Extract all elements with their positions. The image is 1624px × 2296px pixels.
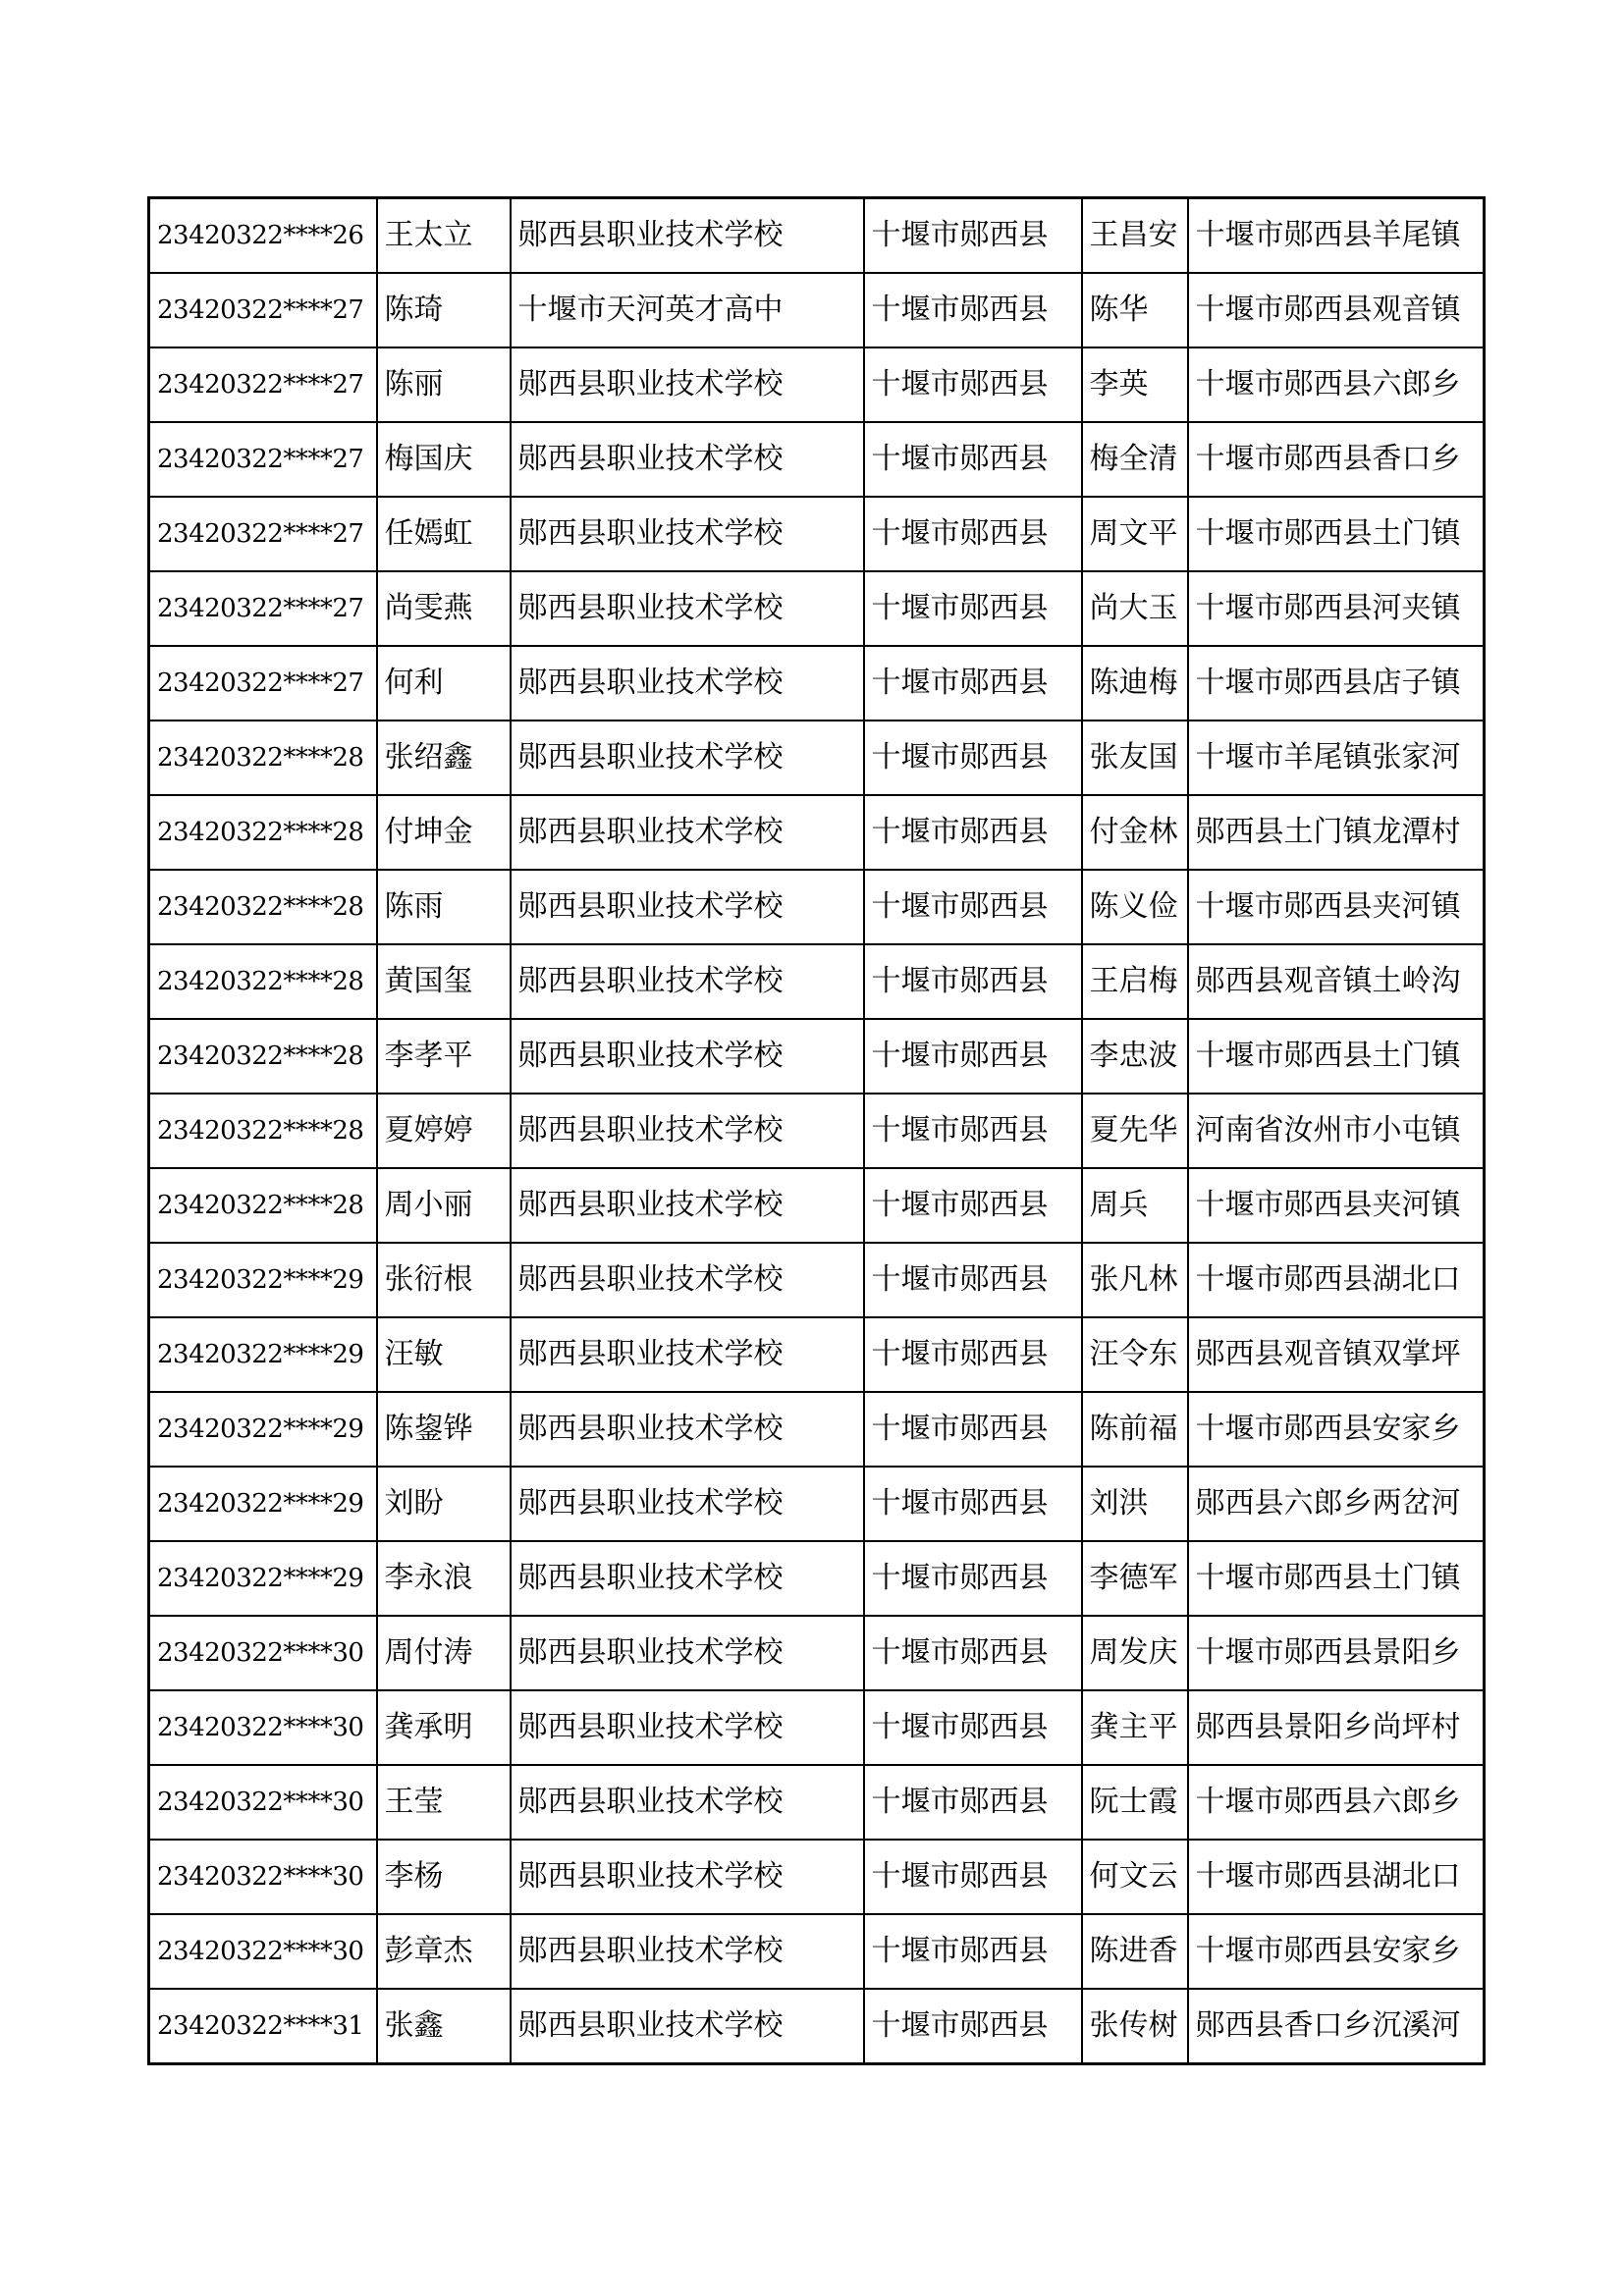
student-name-cell: 李孝平 (377, 1019, 511, 1094)
table-row (149, 1317, 1485, 1392)
school-location-cell: 十堰市郧西县 (864, 1168, 1082, 1243)
table-row (149, 721, 1485, 795)
student-name-cell: 王太立 (377, 198, 511, 274)
guardian-name-cell: 刘洪 (1082, 1467, 1188, 1541)
guardian-name-cell: 何文云 (1082, 1840, 1188, 1914)
table-row (149, 1541, 1485, 1616)
student-id-cell: 23420322****28 (149, 721, 377, 795)
table-row (149, 870, 1485, 944)
student-name-cell: 梅国庆 (377, 422, 511, 497)
student-id-cell: 23420322****28 (149, 944, 377, 1019)
student-name-cell: 尚雯燕 (377, 571, 511, 646)
guardian-name-cell: 尚大玉 (1082, 571, 1188, 646)
table-row (149, 944, 1485, 1019)
student-id-cell: 23420322****28 (149, 1094, 377, 1168)
school-location-cell: 十堰市郧西县 (864, 1914, 1082, 1989)
school-cell: 郧西县职业技术学校 (511, 944, 864, 1019)
school-location-cell: 十堰市郧西县 (864, 944, 1082, 1019)
student-name-cell: 付坤金 (377, 795, 511, 870)
school-cell: 郧西县职业技术学校 (511, 721, 864, 795)
home-address-cell: 河南省汝州市小屯镇 (1188, 1094, 1485, 1168)
student-id-cell: 23420322****29 (149, 1541, 377, 1616)
student-name-cell: 陈琦 (377, 273, 511, 347)
school-location-cell: 十堰市郧西县 (864, 347, 1082, 422)
table-row (149, 1168, 1485, 1243)
student-name-cell: 彭章杰 (377, 1914, 511, 1989)
table-row (149, 422, 1485, 497)
table-row (149, 1690, 1485, 1765)
student-id-cell: 23420322****27 (149, 646, 377, 721)
guardian-name-cell: 王启梅 (1082, 944, 1188, 1019)
home-address-cell: 郧西县香口乡沉溪河 (1188, 1989, 1485, 2064)
guardian-name-cell: 陈华 (1082, 273, 1188, 347)
table-row (149, 1392, 1485, 1467)
school-cell: 郧西县职业技术学校 (511, 1840, 864, 1914)
table-row (149, 571, 1485, 646)
home-address-cell: 十堰市郧西县六郎乡 (1188, 1765, 1485, 1840)
student-id-cell: 23420322****30 (149, 1914, 377, 1989)
school-location-cell: 十堰市郧西县 (864, 721, 1082, 795)
school-location-cell: 十堰市郧西县 (864, 1019, 1082, 1094)
home-address-cell: 十堰市郧西县湖北口 (1188, 1243, 1485, 1317)
student-name-cell: 张衍根 (377, 1243, 511, 1317)
school-location-cell: 十堰市郧西县 (864, 571, 1082, 646)
guardian-name-cell: 梅全清 (1082, 422, 1188, 497)
guardian-name-cell: 阮士霞 (1082, 1765, 1188, 1840)
school-location-cell: 十堰市郧西县 (864, 1616, 1082, 1690)
home-address-cell: 郧西县景阳乡尚坪村 (1188, 1690, 1485, 1765)
student-id-cell: 23420322****31 (149, 1989, 377, 2064)
student-name-cell: 周小丽 (377, 1168, 511, 1243)
student-id-cell: 23420322****28 (149, 1019, 377, 1094)
table-row (149, 347, 1485, 422)
table-row (149, 1019, 1485, 1094)
student-name-cell: 刘盼 (377, 1467, 511, 1541)
table-row (149, 1467, 1485, 1541)
student-name-cell: 陈雨 (377, 870, 511, 944)
roster-body (149, 198, 1485, 2064)
student-name-cell: 李杨 (377, 1840, 511, 1914)
student-id-cell: 23420322****28 (149, 870, 377, 944)
student-name-cell: 周付涛 (377, 1616, 511, 1690)
school-location-cell: 十堰市郧西县 (864, 646, 1082, 721)
home-address-cell: 十堰市郧西县夹河镇 (1188, 870, 1485, 944)
student-id-cell: 23420322****30 (149, 1840, 377, 1914)
school-cell: 郧西县职业技术学校 (511, 646, 864, 721)
student-id-cell: 23420322****30 (149, 1690, 377, 1765)
student-roster-table (147, 196, 1486, 2065)
table-row (149, 1840, 1485, 1914)
student-id-cell: 23420322****29 (149, 1467, 377, 1541)
school-cell: 郧西县职业技术学校 (511, 870, 864, 944)
school-cell: 十堰市天河英才高中 (511, 273, 864, 347)
school-cell: 郧西县职业技术学校 (511, 1690, 864, 1765)
school-location-cell: 十堰市郧西县 (864, 870, 1082, 944)
guardian-name-cell: 张友国 (1082, 721, 1188, 795)
student-name-cell: 张鑫 (377, 1989, 511, 2064)
home-address-cell: 十堰市郧西县店子镇 (1188, 646, 1485, 721)
student-id-cell: 23420322****29 (149, 1317, 377, 1392)
student-name-cell: 何利 (377, 646, 511, 721)
school-cell: 郧西县职业技术学校 (511, 198, 864, 274)
school-location-cell: 十堰市郧西县 (864, 1243, 1082, 1317)
home-address-cell: 十堰市郧西县安家乡 (1188, 1392, 1485, 1467)
school-cell: 郧西县职业技术学校 (511, 1765, 864, 1840)
home-address-cell: 十堰市郧西县土门镇 (1188, 497, 1485, 571)
guardian-name-cell: 付金林 (1082, 795, 1188, 870)
student-name-cell: 李永浪 (377, 1541, 511, 1616)
school-location-cell: 十堰市郧西县 (864, 1690, 1082, 1765)
school-location-cell: 十堰市郧西县 (864, 1840, 1082, 1914)
school-location-cell: 十堰市郧西县 (864, 497, 1082, 571)
student-name-cell: 张绍鑫 (377, 721, 511, 795)
table-row (149, 198, 1485, 274)
student-id-cell: 23420322****27 (149, 273, 377, 347)
student-id-cell: 23420322****29 (149, 1392, 377, 1467)
student-name-cell: 黄国玺 (377, 944, 511, 1019)
home-address-cell: 十堰市郧西县景阳乡 (1188, 1616, 1485, 1690)
home-address-cell: 十堰市郧西县土门镇 (1188, 1541, 1485, 1616)
guardian-name-cell: 夏先华 (1082, 1094, 1188, 1168)
guardian-name-cell: 周文平 (1082, 497, 1188, 571)
school-cell: 郧西县职业技术学校 (511, 1317, 864, 1392)
table-row (149, 795, 1485, 870)
home-address-cell: 十堰市郧西县夹河镇 (1188, 1168, 1485, 1243)
school-cell: 郧西县职业技术学校 (511, 1914, 864, 1989)
guardian-name-cell: 李忠波 (1082, 1019, 1188, 1094)
school-cell: 郧西县职业技术学校 (511, 497, 864, 571)
table-row (149, 497, 1485, 571)
student-name-cell: 龚承明 (377, 1690, 511, 1765)
student-id-cell: 23420322****27 (149, 422, 377, 497)
table-row (149, 1243, 1485, 1317)
school-location-cell: 十堰市郧西县 (864, 273, 1082, 347)
student-id-cell: 23420322****28 (149, 1168, 377, 1243)
guardian-name-cell: 李德军 (1082, 1541, 1188, 1616)
school-cell: 郧西县职业技术学校 (511, 1168, 864, 1243)
school-location-cell: 十堰市郧西县 (864, 1467, 1082, 1541)
home-address-cell: 郧西县观音镇双掌坪 (1188, 1317, 1485, 1392)
student-id-cell: 23420322****28 (149, 795, 377, 870)
school-cell: 郧西县职业技术学校 (511, 1467, 864, 1541)
home-address-cell: 十堰市郧西县湖北口 (1188, 1840, 1485, 1914)
guardian-name-cell: 陈迪梅 (1082, 646, 1188, 721)
school-cell: 郧西县职业技术学校 (511, 1616, 864, 1690)
student-name-cell: 陈丽 (377, 347, 511, 422)
guardian-name-cell: 汪令东 (1082, 1317, 1188, 1392)
home-address-cell: 十堰市郧西县土门镇 (1188, 1019, 1485, 1094)
school-location-cell: 十堰市郧西县 (864, 1989, 1082, 2064)
home-address-cell: 十堰市郧西县安家乡 (1188, 1914, 1485, 1989)
school-location-cell: 十堰市郧西县 (864, 1317, 1082, 1392)
home-address-cell: 十堰市郧西县河夹镇 (1188, 571, 1485, 646)
school-cell: 郧西县职业技术学校 (511, 1392, 864, 1467)
student-id-cell: 23420322****27 (149, 497, 377, 571)
school-location-cell: 十堰市郧西县 (864, 198, 1082, 274)
guardian-name-cell: 周兵 (1082, 1168, 1188, 1243)
school-cell: 郧西县职业技术学校 (511, 422, 864, 497)
school-cell: 郧西县职业技术学校 (511, 1989, 864, 2064)
guardian-name-cell: 陈前福 (1082, 1392, 1188, 1467)
home-address-cell: 十堰市郧西县香口乡 (1188, 422, 1485, 497)
school-cell: 郧西县职业技术学校 (511, 1541, 864, 1616)
school-cell: 郧西县职业技术学校 (511, 347, 864, 422)
student-name-cell: 王莹 (377, 1765, 511, 1840)
guardian-name-cell: 张传树 (1082, 1989, 1188, 2064)
guardian-name-cell: 李英 (1082, 347, 1188, 422)
student-name-cell: 任嫣虹 (377, 497, 511, 571)
school-cell: 郧西县职业技术学校 (511, 571, 864, 646)
school-location-cell: 十堰市郧西县 (864, 422, 1082, 497)
student-name-cell: 陈鋆铧 (377, 1392, 511, 1467)
home-address-cell: 郧西县观音镇土岭沟 (1188, 944, 1485, 1019)
guardian-name-cell: 陈进香 (1082, 1914, 1188, 1989)
school-cell: 郧西县职业技术学校 (511, 795, 864, 870)
table-row (149, 1765, 1485, 1840)
home-address-cell: 十堰市羊尾镇张家河 (1188, 721, 1485, 795)
home-address-cell: 十堰市郧西县观音镇 (1188, 273, 1485, 347)
school-location-cell: 十堰市郧西县 (864, 795, 1082, 870)
school-location-cell: 十堰市郧西县 (864, 1541, 1082, 1616)
guardian-name-cell: 龚主平 (1082, 1690, 1188, 1765)
school-location-cell: 十堰市郧西县 (864, 1094, 1082, 1168)
guardian-name-cell: 陈义俭 (1082, 870, 1188, 944)
student-id-cell: 23420322****30 (149, 1616, 377, 1690)
home-address-cell: 十堰市郧西县羊尾镇 (1188, 198, 1485, 274)
table-row (149, 273, 1485, 347)
student-name-cell: 夏婷婷 (377, 1094, 511, 1168)
student-id-cell: 23420322****29 (149, 1243, 377, 1317)
school-location-cell: 十堰市郧西县 (864, 1392, 1082, 1467)
student-id-cell: 23420322****27 (149, 571, 377, 646)
school-cell: 郧西县职业技术学校 (511, 1243, 864, 1317)
school-location-cell: 十堰市郧西县 (864, 1765, 1082, 1840)
home-address-cell: 郧西县土门镇龙潭村 (1188, 795, 1485, 870)
table-row (149, 1616, 1485, 1690)
table-row (149, 1094, 1485, 1168)
school-cell: 郧西县职业技术学校 (511, 1019, 864, 1094)
guardian-name-cell: 王昌安 (1082, 198, 1188, 274)
table-row (149, 1914, 1485, 1989)
school-cell: 郧西县职业技术学校 (511, 1094, 864, 1168)
table-row (149, 646, 1485, 721)
home-address-cell: 郧西县六郎乡两岔河 (1188, 1467, 1485, 1541)
student-name-cell: 汪敏 (377, 1317, 511, 1392)
home-address-cell: 十堰市郧西县六郎乡 (1188, 347, 1485, 422)
student-id-cell: 23420322****27 (149, 347, 377, 422)
student-id-cell: 23420322****26 (149, 198, 377, 274)
guardian-name-cell: 张凡林 (1082, 1243, 1188, 1317)
table-row (149, 1989, 1485, 2064)
student-id-cell: 23420322****30 (149, 1765, 377, 1840)
guardian-name-cell: 周发庆 (1082, 1616, 1188, 1690)
